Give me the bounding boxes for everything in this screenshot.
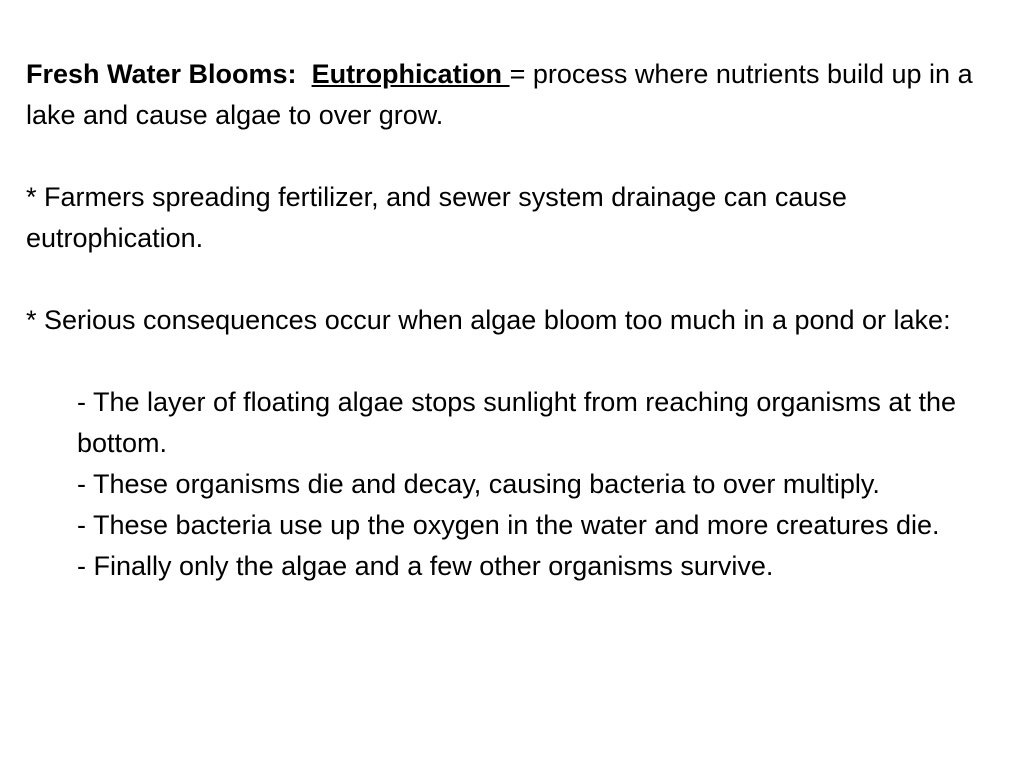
consequence-item: - These bacteria use up the oxygen in the water and more creatures die.	[77, 510, 940, 540]
slide-content	[26, 54, 986, 587]
consequence-item: - The layer of floating algae stops sunlight from reaching organisms at the bottom.	[77, 387, 956, 458]
consequence-item: - Finally only the algae and a few other organisms survive.	[77, 551, 774, 581]
consequence-list	[26, 382, 986, 587]
spacer	[26, 259, 986, 300]
heading-lead: Fresh Water Blooms:	[26, 59, 297, 89]
point-fertilizer: * Farmers spreading fertilizer, and sewer system drainage can cause eutrophication.	[26, 182, 847, 253]
consequence-item: - These organisms die and decay, causing bacteria to over multiply.	[77, 469, 880, 499]
heading-term: Eutrophication	[311, 59, 510, 89]
intro-paragraph	[26, 54, 986, 136]
point-consequences: * Serious consequences occur when algae bloom too much in a pond or lake:	[26, 305, 951, 335]
spacer	[26, 341, 986, 382]
spacer	[26, 136, 986, 177]
definition-text: = process where nutrients build up in a lake and cause algae to over grow.	[26, 59, 973, 130]
